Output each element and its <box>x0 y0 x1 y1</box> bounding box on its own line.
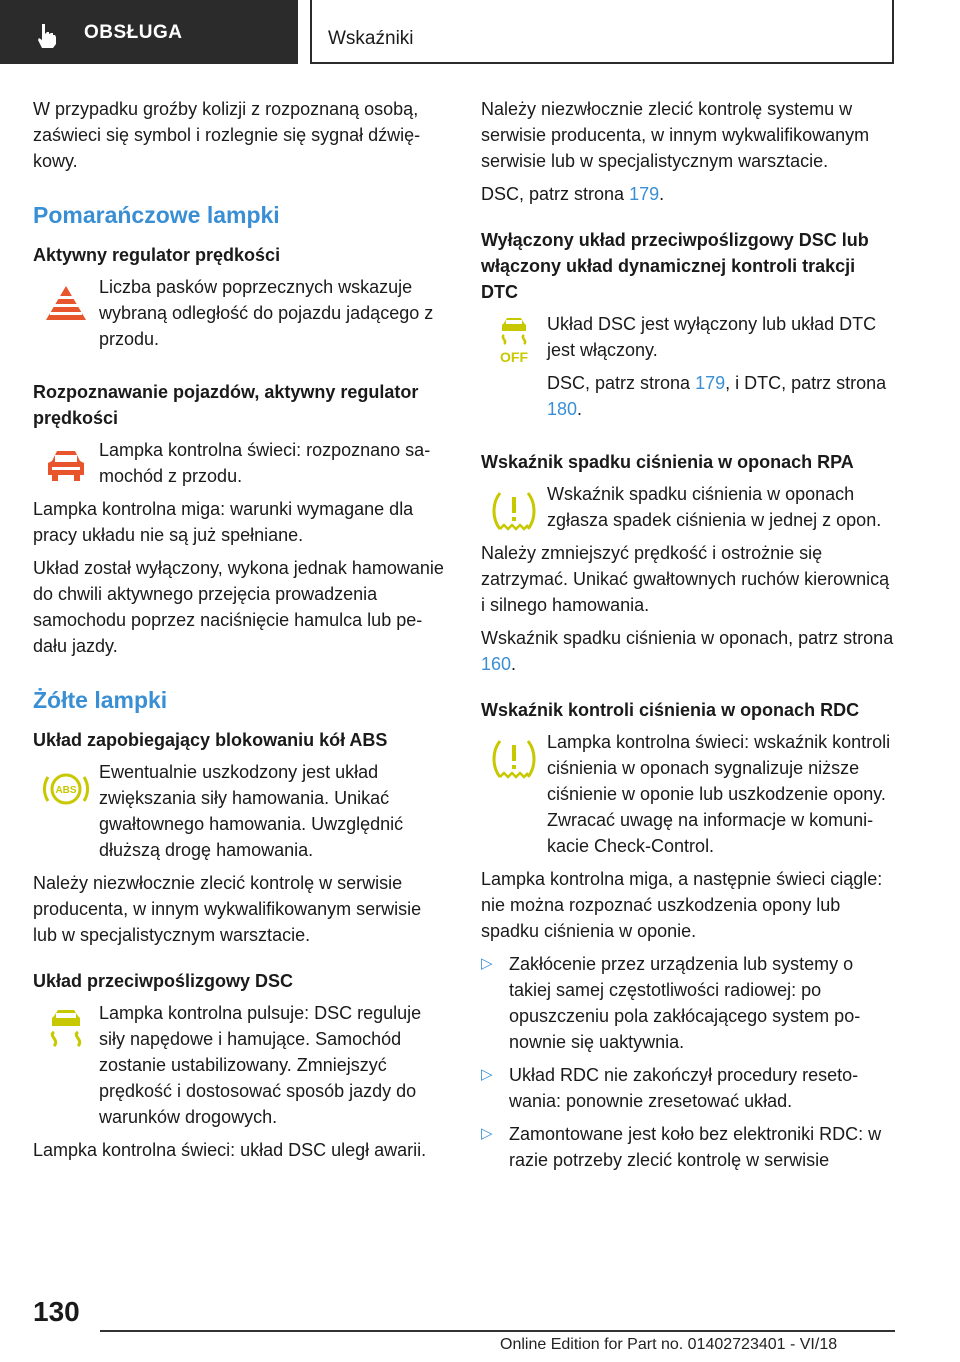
rpa-heading: Wskaźnik spadku ciśnienia w oponach RPA <box>481 452 854 472</box>
footer-divider <box>100 1330 895 1332</box>
header-section-tab <box>0 0 298 64</box>
abs-text1: Ewentualnie uszkodzony jest układ zwiększania siły hamowania. Unikać gwałtownego hamowania. Uwzględnić dłuższą drogę hamowania. <box>99 762 404 860</box>
rpa-text2: Należy zmniejszyć prędkość i ostrożnie się zatrzymać. Unikać gwałtownych ruchów kierownicą i silnego hamowania. <box>481 543 890 615</box>
tire-pressure-icon <box>488 733 540 785</box>
car-front-icon <box>40 441 92 493</box>
page-number: 130 <box>33 1296 80 1327</box>
acc-indicator <box>33 274 447 359</box>
vehicle-detection-heading: Rozpoznawanie pojazdów, aktywny regulator prędkości <box>33 382 419 428</box>
dsc-indicator <box>33 1000 447 1137</box>
dsc-page-link[interactable]: 179 <box>629 184 660 204</box>
dsc-off-indicator <box>481 311 895 429</box>
dsc-reference <box>481 181 895 207</box>
dsc-ref-prefix: DSC, patrz strona <box>481 184 630 204</box>
dsc-ref-suffix: . <box>659 184 665 204</box>
rpa-reference <box>481 625 895 677</box>
rdc-indicator <box>481 729 895 866</box>
rpa-ref-suffix: . <box>511 654 517 674</box>
vehicle-detection-text3: Układ został wyłączony, wykona jednak hamowanie do chwili aktywnego przejęcia prowadzenia samochodu poprzez naciśnięcie hamulca lub pedału jazdy. <box>33 558 444 656</box>
vehicle-detection-indicator <box>33 437 447 496</box>
tire-pressure-icon <box>488 485 540 537</box>
abs-indicator <box>33 759 447 870</box>
header-chapter-label: Wskaźniki <box>328 28 414 49</box>
triangle-bullet-icon: ▷ <box>481 1125 493 1142</box>
dsc-off-ref-prefix: DSC, patrz strona <box>547 373 696 393</box>
dsc-off-ref-suffix: . <box>577 399 583 419</box>
rpa-text1: Wskaźnik spadku ciśnienia w oponach zgłasza spadek ciśnienia w jednej z opon. <box>547 484 882 530</box>
dsc-off-heading: Wyłączony układ przeciwpoślizgowy DSC lub włączony układ dynamicznej kontroli trakcji DTC <box>481 230 869 302</box>
orange-lamps-heading: Pomarańczowe lampki <box>33 202 280 228</box>
dsc-heading: Układ przeciwpoślizgowy DSC <box>33 971 294 991</box>
dsc-text2: Lampka kontrolna świeci: układ DSC uległ awarii. <box>33 1140 427 1160</box>
rpa-indicator <box>481 481 895 540</box>
dsc-off-page-link-1[interactable]: 179 <box>695 373 726 393</box>
dsc-text1: Lampka kontrolna pulsuje: DSC reguluje siły napędowe i hamujące. Samochód zostanie ustabilizowany. Zmniejszyć prędkość i dostosować sposób jazdy do warunków drogowych. <box>99 1003 422 1127</box>
dsc-off-icon <box>488 315 540 367</box>
acc-heading: Aktywny regulator prędkości <box>33 245 281 265</box>
abs-heading: Układ zapobiegający blokowaniu kół ABS <box>33 730 388 750</box>
acc-text: Liczba pasków poprzecznych wskazuje wybraną odległość do pojazdu jadącego z przodu. <box>99 277 434 349</box>
yellow-lamps-heading: Żółte lampki <box>33 687 168 713</box>
rdc-text2: Lampka kontrolna miga, a następnie świeci ciągle: nie można rozpoznać uszkodzenia opony lub spadku ciśnienia w oponie. <box>481 869 883 941</box>
abs-icon <box>40 763 92 815</box>
rpa-page-link[interactable]: 160 <box>481 654 512 674</box>
abs-text2: Należy niezwłocznie zlecić kontrolę w serwisie producenta, w innym wykwalifikowanym serwisie lub w specjalistycznym warsztacie. <box>33 873 422 945</box>
dsc-off-text: Układ DSC jest wyłączony lub układ DTC jest włączony. <box>547 314 877 360</box>
svg-text:ABS: ABS <box>55 785 77 796</box>
rdc-bullet-list <box>481 951 895 1173</box>
right-column <box>481 96 895 1180</box>
hand-icon <box>32 20 62 50</box>
bullet-text: Układ RDC nie zakończył procedury resetowania: ponownie zresetować układ. <box>509 1065 859 1111</box>
dsc-off-reference <box>547 370 895 422</box>
list-item <box>481 1121 895 1173</box>
distance-bars-icon <box>40 278 92 330</box>
dsc-skid-icon <box>40 1004 92 1056</box>
bullet-text: Zakłócenie przez urządzenia lub systemy o takiej samej częstotliwości radiowej: po opuszczeniu pola zakłócającego system ponownie się uaktywnia. <box>509 954 861 1052</box>
list-item <box>481 951 895 1055</box>
list-item <box>481 1062 895 1114</box>
rpa-ref-prefix: Wskaźnik spadku ciśnienia w oponach, patrz strona <box>481 628 894 648</box>
dsc-off-ref-mid: , i DTC, patrz strona <box>725 373 887 393</box>
header-section-label: OBSŁUGA <box>84 22 183 43</box>
triangle-bullet-icon: ▷ <box>481 955 493 972</box>
footer-edition: Online Edition for Part no. 01402723401 - VI/18 <box>500 1336 838 1353</box>
svg-text:OFF: OFF <box>500 349 528 365</box>
bullet-text: Zamontowane jest koło bez elektroniki RDC: w razie potrzeby zlecić kontrolę w serwisie <box>509 1124 882 1170</box>
left-column <box>33 96 447 1170</box>
vehicle-detection-text1: Lampka kontrolna świeci: rozpoznano samochód z przodu. <box>99 440 431 486</box>
intro-text: W przypadku groźby kolizji z rozpoznaną osobą, zaświeci się symbol i rozlegnie się sygnał dźwiękowy. <box>33 99 421 171</box>
rdc-text1: Lampka kontrolna świeci: wskaźnik kontroli ciśnienia w oponach sygnalizuje niższe ciśnienie w oponie lub uszkodzenie opony. Zwracać uwagę na informacje w komunikacie Check-Control. <box>547 732 891 856</box>
vehicle-detection-text2: Lampka kontrolna miga: warunki wymagane dla pracy układu nie są już spełniane. <box>33 499 414 545</box>
header-chapter-box <box>310 0 894 64</box>
dtc-page-link[interactable]: 180 <box>547 399 578 419</box>
rdc-heading: Wskaźnik kontroli ciśnienia w oponach RDC <box>481 700 860 720</box>
dsc-continued-text: Należy niezwłocznie zlecić kontrolę systemu w serwisie producenta, w innym wykwalifikowanym serwisie lub w specjalistycznym warsztacie. <box>481 99 870 171</box>
triangle-bullet-icon: ▷ <box>481 1066 493 1083</box>
